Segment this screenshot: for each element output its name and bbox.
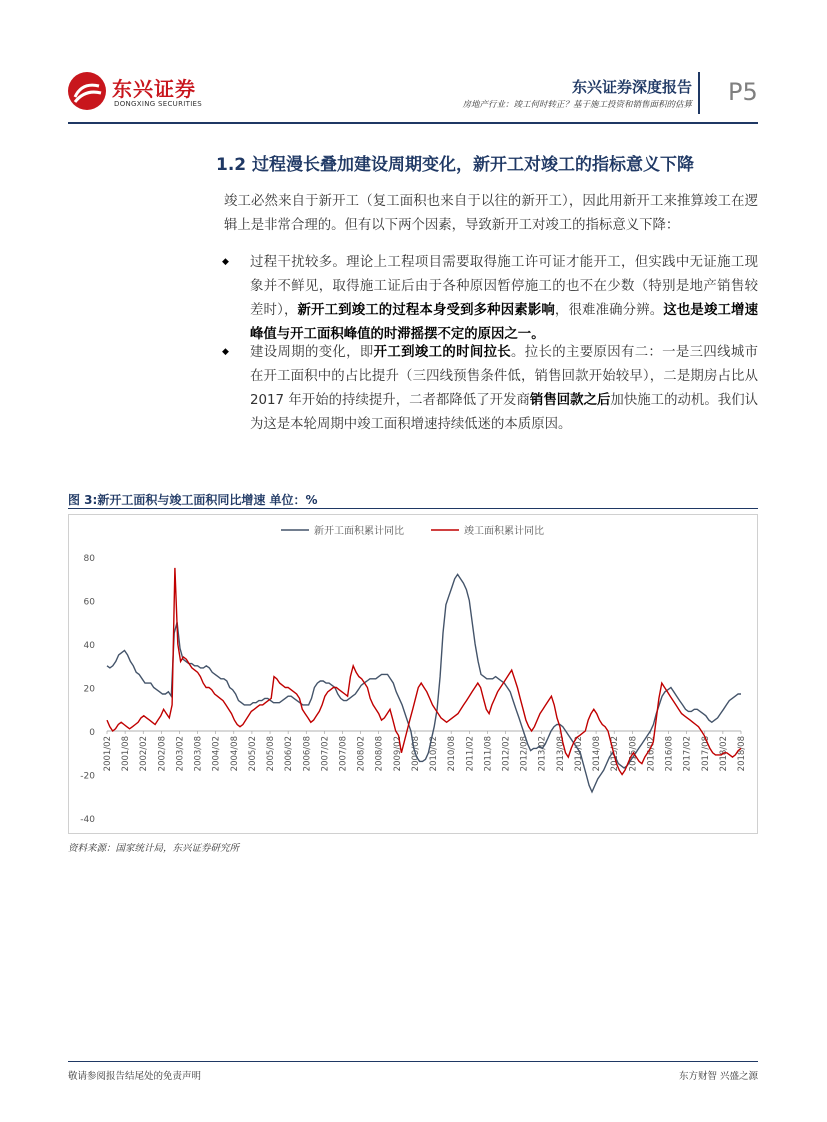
bullet-paragraph-2: 建设周期的变化，即开工到竣工的时间拉长。拉长的主要原因有二：一是三四线城市在开工面积中的占比提升（三四线预售条件低，销售回款开始较早），二是期房占比从 2017 年开始的持续提升，二者都降低了开发商销售回款之后加快施工的动机。我们认为这是本轮周期中竣工面积增速持续低迷的本质原因。 xyxy=(250,345,759,432)
y-tick-label: 20 xyxy=(83,684,95,695)
section-title: 1.2 过程漫长叠加建设周期变化，新开工对竣工的指标意义下降 xyxy=(216,155,695,175)
x-tick-label: 2007/08 xyxy=(338,736,349,772)
footer-slogan: 东方财智 兴盛之源 xyxy=(678,1071,758,1082)
page-number: P5 xyxy=(728,78,758,106)
report-title: 东兴证券深度报告 xyxy=(571,78,692,96)
x-tick-label: 2016/02 xyxy=(646,736,657,772)
chart-frame xyxy=(68,514,758,834)
x-tick-label: 2017/08 xyxy=(700,736,711,772)
header-rule xyxy=(68,122,758,124)
bullet-paragraph-1: 过程干扰较多。理论上工程项目需要取得施工许可证才能开工，但实践中无证施工现象并不鲜见，取得施工证后由于各种原因暂停施工的也不在少数（特别是地产销售较差时），新开工到竣工的过程本身受到多种因素影响，很难准确分辨。这也是竣工增速峰值与开工面积峰值的时滞摇摆不定的原因之一。 xyxy=(250,255,758,342)
x-tick-label: 2017/02 xyxy=(682,736,693,772)
x-tick-label: 2014/08 xyxy=(592,736,603,772)
line-chart xyxy=(69,515,757,833)
company-logo-icon xyxy=(68,72,106,110)
x-tick-label: 2001/02 xyxy=(103,736,113,772)
x-tick-label: 2004/02 xyxy=(211,736,222,772)
y-tick-label: -40 xyxy=(80,815,95,825)
y-tick-label: 0 xyxy=(89,728,95,738)
company-name-cn: 东兴证券 xyxy=(112,77,196,101)
header-divider xyxy=(698,72,700,114)
figure-source: 资料来源：国家统计局，东兴证券研究所 xyxy=(68,843,240,854)
bullet-icon: ◆ xyxy=(222,257,229,267)
x-tick-label: 2016/08 xyxy=(664,736,675,772)
x-tick-label: 2003/08 xyxy=(193,736,204,772)
x-tick-label: 2008/08 xyxy=(374,736,385,772)
x-tick-label: 2009/08 xyxy=(410,736,421,772)
x-tick-label: 2012/08 xyxy=(519,736,530,772)
x-tick-label: 2006/08 xyxy=(302,736,313,772)
x-tick-label: 2007/02 xyxy=(320,736,331,772)
x-tick-label: 2005/02 xyxy=(247,736,258,772)
x-tick-label: 2006/02 xyxy=(284,736,295,772)
x-tick-label: 2009/02 xyxy=(392,736,403,772)
x-tick-label: 2004/08 xyxy=(229,736,240,772)
x-tick-label: 2008/02 xyxy=(356,736,367,772)
x-tick-label: 2014/02 xyxy=(573,736,584,772)
x-tick-label: 2003/02 xyxy=(175,736,186,772)
figure-title: 图 3:新开工面积与竣工面积同比增速 单位：% xyxy=(68,493,318,507)
x-tick-label: 2015/08 xyxy=(628,736,639,772)
bullet-icon: ◆ xyxy=(222,347,229,357)
x-tick-label: 2011/02 xyxy=(465,736,476,772)
x-tick-label: 2002/02 xyxy=(139,736,150,772)
x-tick-label: 2010/08 xyxy=(447,736,458,772)
company-name-en: DONGXING SECURITIES xyxy=(114,100,203,108)
figure-rule xyxy=(68,508,758,509)
y-tick-label: 60 xyxy=(83,597,95,608)
footer-disclaimer: 敬请参阅报告结尾处的免责声明 xyxy=(68,1071,202,1082)
legend-label: 竣工面积累计同比 xyxy=(464,526,544,537)
x-tick-label: 2013/08 xyxy=(555,736,566,772)
x-tick-label: 2012/02 xyxy=(501,736,512,772)
x-tick-label: 2015/02 xyxy=(610,736,621,772)
y-tick-label: -20 xyxy=(80,771,95,782)
x-tick-label: 2018/08 xyxy=(737,736,747,772)
footer-rule xyxy=(68,1061,758,1062)
x-tick-label: 2001/08 xyxy=(121,736,132,772)
legend-label: 新开工面积累计同比 xyxy=(314,526,404,537)
y-tick-label: 40 xyxy=(83,641,95,651)
x-tick-label: 2010/02 xyxy=(429,736,440,772)
intro-paragraph: 竣工必然来自于新开工（复工面积也来自于以往的新开工），因此用新开工来推算竣工在逻辑上是非常合理的。但有以下两个因素，导致新开工对竣工的指标意义下降： xyxy=(224,194,758,233)
x-tick-label: 2018/02 xyxy=(718,736,729,772)
x-tick-label: 2013/02 xyxy=(537,736,548,772)
x-tick-label: 2005/08 xyxy=(266,736,277,772)
y-tick-label: 80 xyxy=(83,554,95,564)
x-tick-label: 2002/08 xyxy=(157,736,168,772)
report-subtitle: 房地产行业：竣工何时转正？基于施工投资和销售面积的估算 xyxy=(462,100,692,110)
x-tick-label: 2011/08 xyxy=(483,736,494,772)
